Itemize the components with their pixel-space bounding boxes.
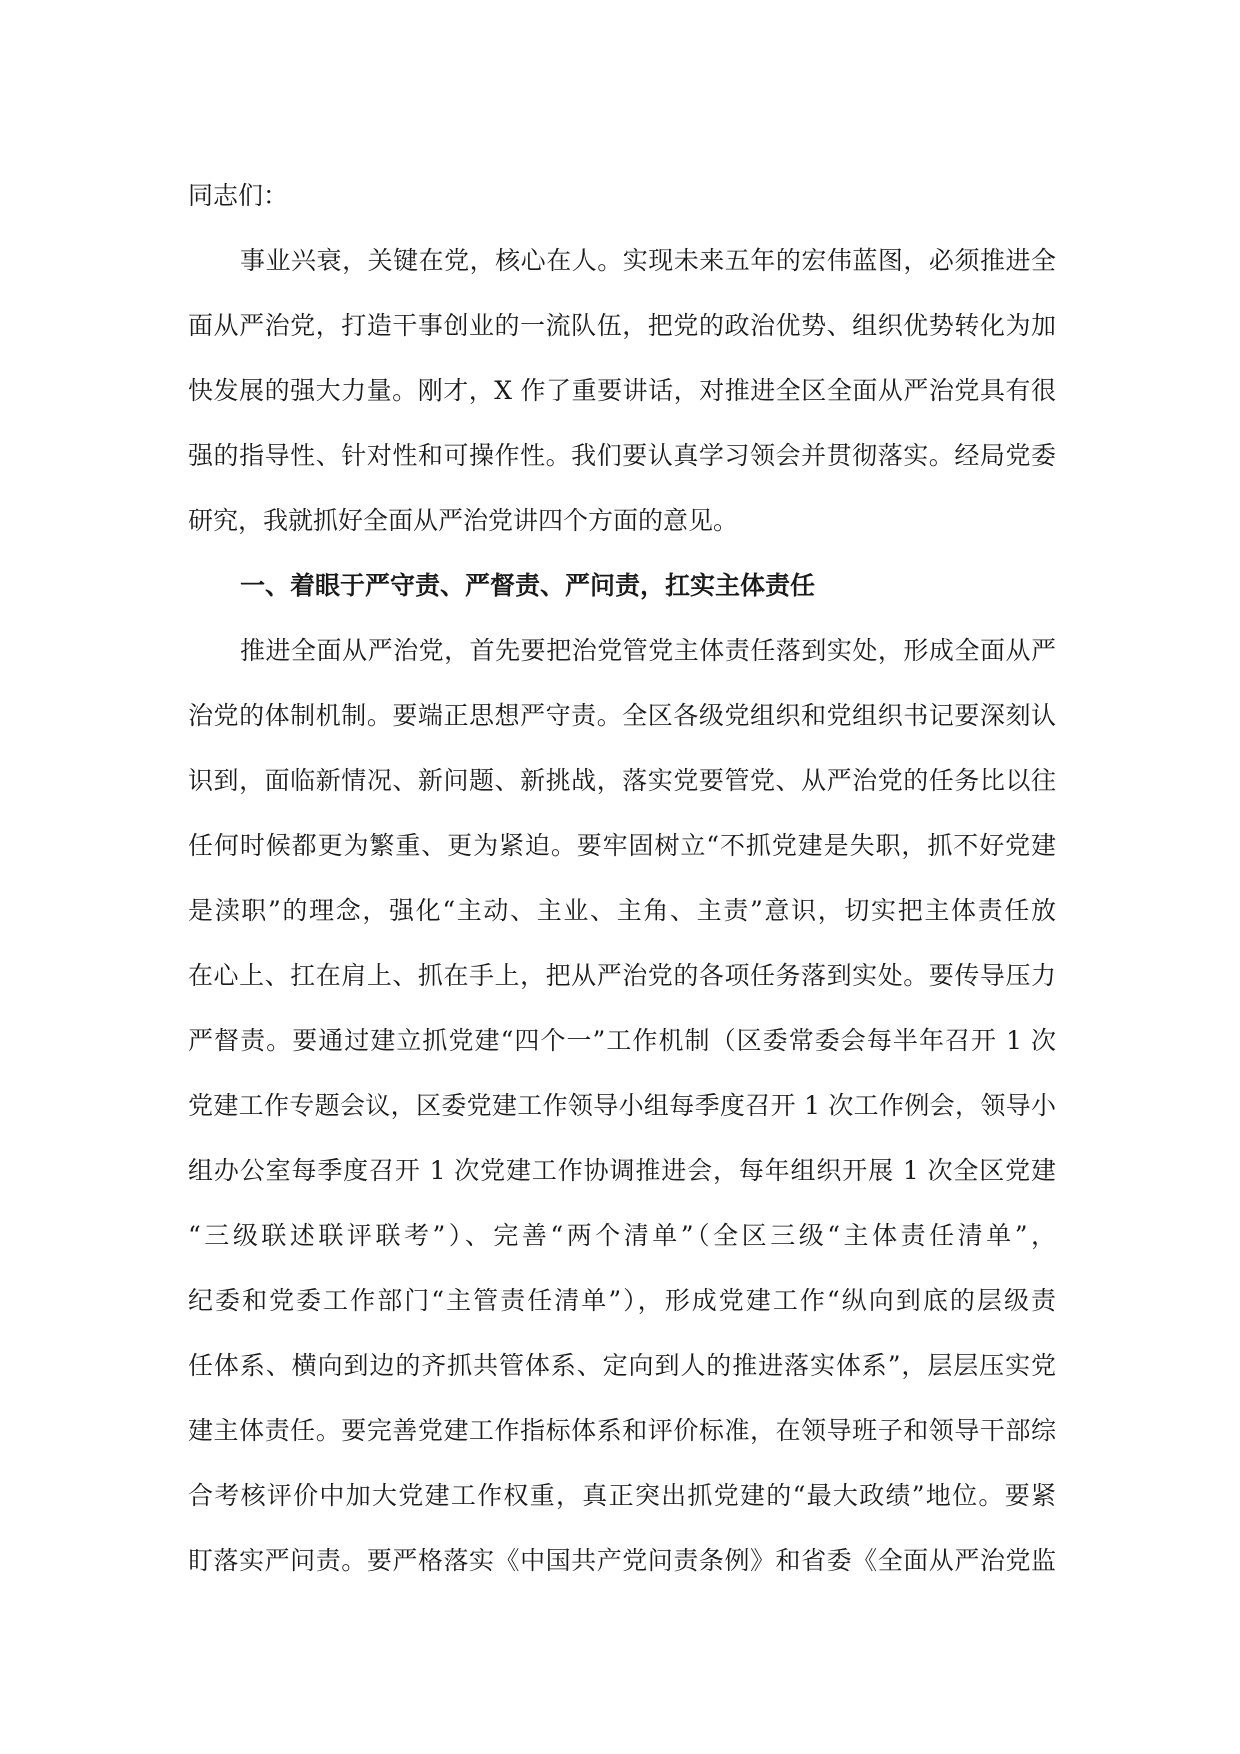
paragraph-line: 事业兴衰，关键在党，核心在人。实现未来五年的宏伟蓝图，必须推进全: [240, 246, 1056, 275]
paragraph-section1: [188, 618, 1056, 1593]
paragraph-line: 盯落实严问责。要严格落实《中国共产党问责条例》和省委《全面从严治党监: [188, 1546, 1056, 1575]
paragraph-line: 组办公室每季度召开 1 次党建工作协调推进会，每年组织开展 1 次全区党建: [188, 1156, 1056, 1185]
paragraph-line: 是渎职”的理念，强化“主动、主业、主角、主责”意识，切实把主体责任放: [188, 896, 1056, 925]
paragraph-line: 任何时候都更为繁重、更为紧迫。要牢固树立“不抓党建是失职，抓不好党建: [188, 831, 1056, 860]
paragraph-line: 建主体责任。要完善党建工作指标体系和评价标准，在领导班子和领导干部综: [188, 1416, 1056, 1445]
paragraph-line: 识到，面临新情况、新问题、新挑战，落实党要管党、从严治党的任务比以往: [188, 766, 1056, 795]
paragraph-line: 党建工作专题会议，区委党建工作领导小组每季度召开 1 次工作例会，领导小: [188, 1091, 1056, 1120]
paragraph-line: 在心上、扛在肩上、抓在手上，把从严治党的各项任务落到实处。要传导压力: [188, 961, 1056, 990]
paragraph-line: 快发展的强大力量。刚才，X 作了重要讲话，对推进全区全面从严治党具有很: [188, 376, 1056, 405]
paragraph-line: 研究，我就抓好全面从严治党讲四个方面的意见。: [188, 506, 739, 535]
salutation: 同志们：: [188, 181, 289, 210]
paragraph-line: 合考核评价中加大党建工作权重，真正突出抓党建的“最大政绩”地位。要紧: [188, 1481, 1056, 1510]
paragraph-line: 任体系、横向到边的齐抓共管体系、定向到人的推进落实体系”，层层压实党: [188, 1351, 1056, 1380]
section-heading: 一、着眼于严守责、严督责、严问责，扛实主体责任: [240, 571, 816, 600]
paragraph-line: 面从严治党，打造干事创业的一流队伍，把党的政治优势、组织优势转化为加: [188, 311, 1056, 340]
paragraph-intro: [188, 228, 1056, 553]
paragraph-line: “三级联述联评联考”）、完善“两个清单”（全区三级“主体责任清单”，: [188, 1221, 1056, 1250]
paragraph-line: 强的指导性、针对性和可操作性。我们要认真学习领会并贯彻落实。经局党委: [188, 441, 1056, 470]
paragraph-line: 推进全面从严治党，首先要把治党管党主体责任落到实处，形成全面从严: [240, 636, 1056, 665]
paragraph-line: 严督责。要通过建立抓党建“四个一”工作机制（区委常委会每半年召开 1 次: [188, 1026, 1056, 1055]
document-body: [188, 163, 1056, 1593]
paragraph-line: 治党的体制机制。要端正思想严守责。全区各级党组织和党组织书记要深刻认: [188, 701, 1056, 730]
paragraph-line: 纪委和党委工作部门“主管责任清单”），形成党建工作“纵向到底的层级责: [188, 1286, 1056, 1315]
